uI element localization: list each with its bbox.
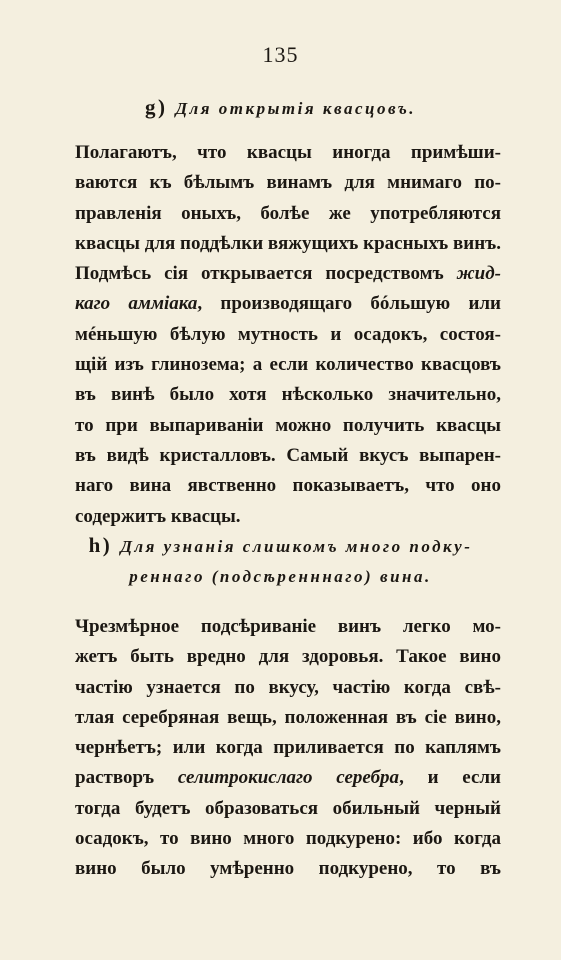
page-number: 135 [262, 42, 299, 67]
text-line: тлая серебряная вещь, положенная въ сіе вино, [75, 706, 501, 728]
text-line: Подмѣсь сія открывается посредствомъ жид- [75, 263, 501, 285]
text-line: растворъ селитрокислаго серебра, и если [75, 767, 501, 789]
section-g-paragraph [75, 138, 501, 532]
section-g-marker: g) [144, 95, 168, 119]
text-line: въ винѣ было хотя нѣсколько значительно, [75, 384, 501, 406]
text-line: мéньшую бѣлую мутность и осадокъ, состоя- [75, 323, 501, 345]
section-h-paragraph [75, 612, 501, 885]
section-h-title-line2: реннаго (подсѣренннаго) вина. [129, 567, 432, 586]
section-g-title: Для открытія квасцовъ. [175, 99, 417, 118]
text-line: вино было умѣренно подкурено, то въ [75, 858, 501, 880]
text-line: тогда будетъ образоваться обильный черный [75, 797, 501, 819]
text-line: щій изъ глинозема; а если количество квасцовъ [75, 354, 501, 376]
text-line: каго аммiака, производящаго бóльшую или [75, 293, 501, 315]
text-line: чернѣетъ; или когда приливается по каплямъ [75, 737, 501, 759]
text-line: Полагаютъ, что квасцы иногда примѣши- [75, 142, 501, 163]
section-h-heading-line1 [0, 533, 561, 558]
text-line: квасцы для поддѣлки вяжущихъ красныхъ винъ. [75, 232, 501, 254]
text-line: содержитъ квасцы. [75, 505, 241, 527]
text-line: въ видѣ кристалловъ. Самый вкусъ выпарен- [75, 444, 501, 466]
text-line: Чрезмѣрное подсѣриваніе винъ легко мо- [75, 616, 501, 637]
section-h-title-line1: Для узнанія слишкомъ много подку- [120, 537, 473, 556]
section-h-heading-line2 [0, 567, 561, 587]
section-h-marker: h) [88, 533, 113, 557]
text-line: правленія оныхъ, болѣе же употребляются [75, 202, 501, 224]
text-line: наго вина явственно показываетъ, что оно [75, 475, 501, 497]
text-line: осадокъ, то вино много подкурено: ибо когда [75, 828, 501, 850]
text-line: частію узнается по вкусу, частію когда свѣ- [75, 676, 501, 698]
text-line: то при выпариваніи можно получить квасцы [75, 414, 501, 436]
section-g-heading [0, 95, 561, 120]
text-line: ваются къ бѣлымъ винамъ для мнимаго по- [75, 172, 501, 194]
text-line: жетъ быть вредно для здоровья. Такое вино [75, 646, 501, 668]
